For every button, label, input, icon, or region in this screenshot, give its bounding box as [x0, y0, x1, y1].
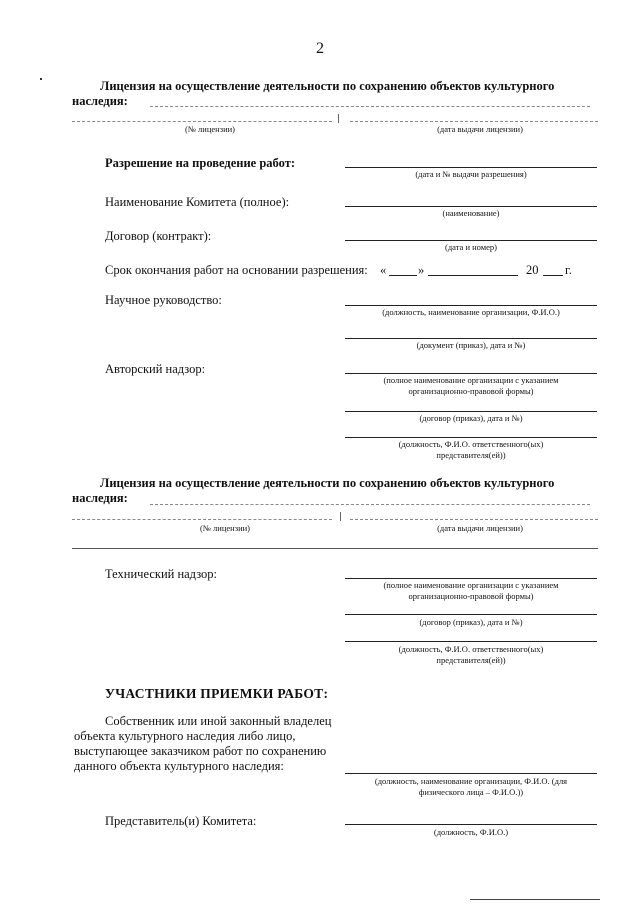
owner-text-line4: данного объекта культурного наследия:	[74, 759, 284, 773]
scientific-caption-1: (должность, наименование организации, Ф.И.О.)	[382, 307, 560, 317]
author-line-3[interactable]	[345, 437, 597, 438]
contract-caption: (дата и номер)	[445, 242, 497, 252]
license-1-date-line[interactable]	[350, 121, 598, 122]
author-line-2[interactable]	[345, 411, 597, 412]
license-1-number-line[interactable]	[72, 121, 332, 122]
license-1-title-line2: наследия:	[72, 94, 128, 108]
deadline-year-prefix: 20	[526, 263, 539, 277]
technical-label: Технический надзор:	[105, 567, 218, 581]
license-2-extra-line	[72, 548, 598, 549]
deadline-day-line[interactable]	[389, 275, 417, 276]
scientific-label: Научное руководство:	[105, 293, 222, 307]
owner-caption-b: физического лица – Ф.И.О.))	[418, 787, 524, 797]
technical-caption-2: (договор (приказ), дата и №)	[419, 617, 523, 627]
scientific-line-1[interactable]	[345, 305, 597, 306]
technical-caption-1a: (полное наименование организации с указанием	[383, 580, 559, 590]
author-caption-3b: представителя(ей))	[436, 450, 506, 460]
committee-name-caption: (наименование)	[442, 208, 500, 218]
license-2-title-line1: Лицензия на осуществление деятельности по сохранению объектов культурного	[100, 476, 555, 490]
license-1-fill-line	[150, 106, 590, 107]
license-1-number-caption: (№ лицензии)	[184, 124, 235, 134]
technical-caption-1b: организационно-правовой формы)	[408, 591, 534, 601]
participants-heading: УЧАСТНИКИ ПРИЕМКИ РАБОТ:	[105, 686, 329, 701]
owner-line[interactable]	[345, 773, 597, 774]
license-2-date-line[interactable]	[350, 519, 598, 520]
deadline-close-quote: »	[418, 263, 425, 277]
permit-line[interactable]	[345, 167, 597, 168]
technical-caption-3a: (должность, Ф.И.О. ответственного(ых)	[398, 644, 544, 654]
technical-caption-3b: представителя(ей))	[436, 655, 506, 665]
license-2-fill-line	[150, 504, 590, 505]
footer-rule	[470, 899, 600, 900]
author-label: Авторский надзор:	[105, 362, 206, 376]
committee-rep-caption: (должность, Ф.И.О.)	[433, 827, 509, 837]
license-2-number-caption: (№ лицензии)	[199, 523, 250, 533]
deadline-label: Срок окончания работ на основании разрешения:	[105, 263, 368, 277]
committee-rep-line[interactable]	[345, 824, 597, 825]
author-caption-1a: (полное наименование организации с указанием	[383, 375, 559, 385]
committee-rep-label: Представитель(и) Комитета:	[105, 814, 257, 828]
license-1-date-caption: (дата выдачи лицензии)	[437, 124, 523, 134]
license-1-separator	[338, 114, 339, 123]
page-number: 2	[316, 40, 324, 57]
deadline-open-quote: «	[380, 263, 387, 277]
owner-text-line1: Собственник или иной законный владелец	[105, 714, 332, 728]
license-2-title-line2: наследия:	[72, 491, 128, 505]
scientific-caption-2: (документ (приказ), дата и №)	[416, 340, 526, 350]
license-2-number-line[interactable]	[72, 519, 332, 520]
author-caption-3a: (должность, Ф.И.О. ответственного(ых)	[398, 439, 544, 449]
technical-line-2[interactable]	[345, 614, 597, 615]
committee-name-label: Наименование Комитета (полное):	[105, 195, 290, 209]
author-caption-2: (договор (приказ), дата и №)	[419, 413, 523, 423]
author-caption-1b: организационно-правовой формы)	[408, 386, 534, 396]
author-line-1[interactable]	[345, 373, 597, 374]
license-2-separator	[340, 512, 341, 521]
deadline-year-suffix: г.	[565, 263, 572, 277]
technical-line-1[interactable]	[345, 578, 597, 579]
deadline-month-line[interactable]	[428, 275, 518, 276]
license-1-title-line1: Лицензия на осуществление деятельности по сохранению объектов культурного	[100, 79, 555, 93]
owner-caption-a: (должность, наименование организации, Ф.И.О. (для	[374, 776, 568, 786]
deadline-year-line[interactable]	[543, 275, 563, 276]
license-2-date-caption: (дата выдачи лицензии)	[437, 523, 523, 533]
scientific-line-2[interactable]	[345, 338, 597, 339]
contract-line[interactable]	[345, 240, 597, 241]
contract-label: Договор (контракт):	[105, 229, 212, 243]
committee-name-line[interactable]	[345, 206, 597, 207]
owner-text-line3: выступающее заказчиком работ по сохранению	[74, 744, 327, 758]
scan-speck	[40, 78, 42, 80]
permit-caption: (дата и № выдачи разрешения)	[415, 169, 527, 179]
owner-text-line2: объекта культурного наследия либо лицо,	[74, 729, 296, 743]
permit-label: Разрешение на проведение работ:	[105, 156, 296, 170]
technical-line-3[interactable]	[345, 641, 597, 642]
